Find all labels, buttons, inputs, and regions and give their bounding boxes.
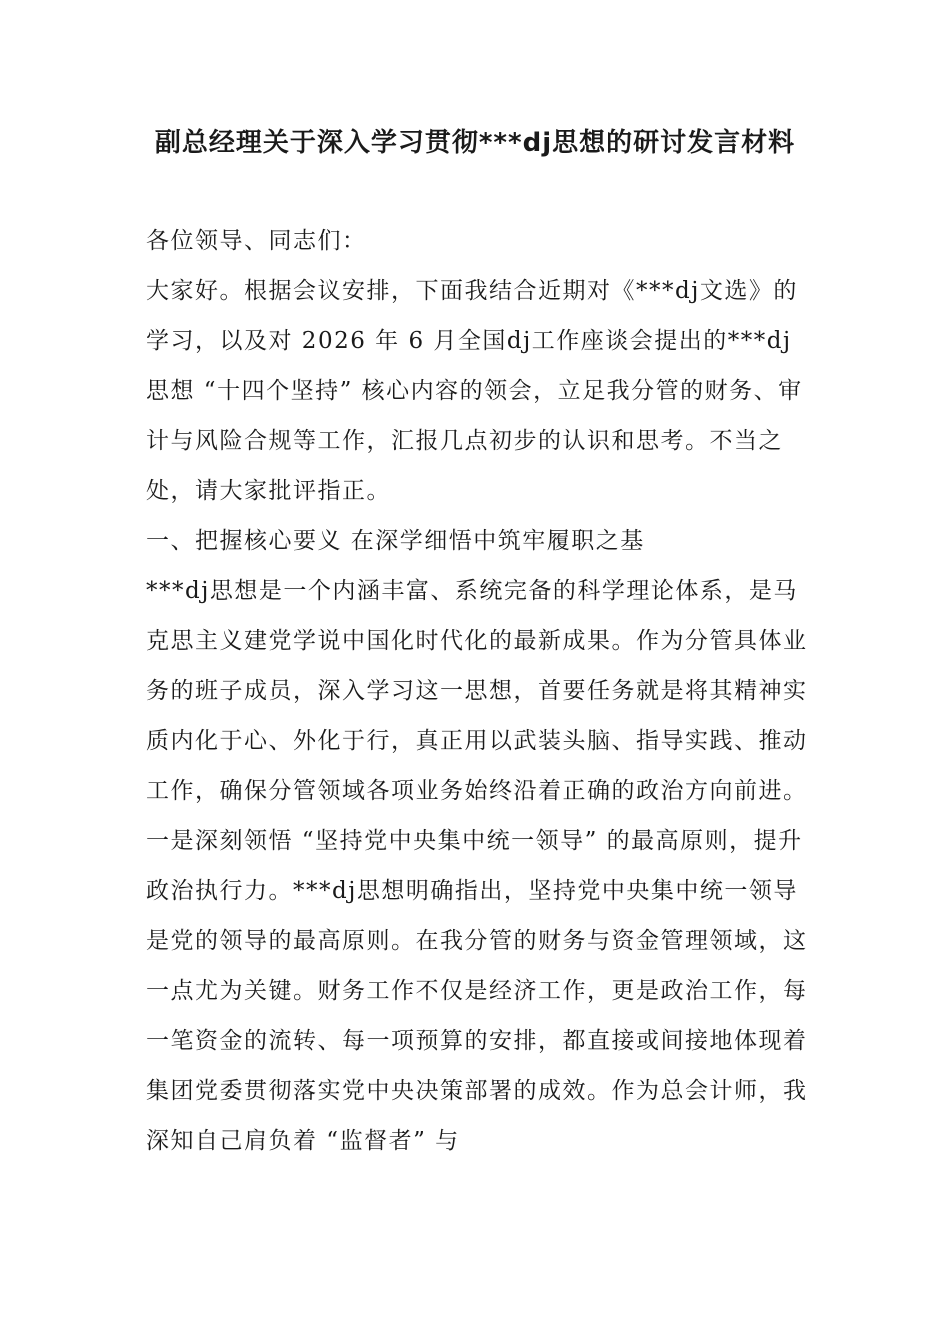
opening-paragraph: 大家好。根据会议安排，下面我结合近期对《***dj文选》的学习，以及对 2026 年 6 月全国dj工作座谈会提出的***dj思想 “十四个坚持” 核心内容的领会，立足我分管的财务、审计与风险合规等工作，汇报几点初步的认识和思考。不当之处，请大家批评指正。 xyxy=(146,278,803,504)
body-paragraph: ***dj思想是一个内涵丰富、系统完备的科学理论体系，是马克思主义建党学说中国化时代化的最新成果。作为分管具体业务的班子成员，深入学习这一思想，首要任务就是将其精神实质内化于心、外化于行，真正用以武装头脑、指导实践、推动工作，确保分管领域各项业务始终沿着正确的政治方向前进。 xyxy=(146,578,808,804)
document-title: 副总经理关于深入学习贯彻***dj思想的研讨发言材料 xyxy=(154,128,796,158)
document-body xyxy=(146,216,810,1166)
section-heading: 一、把握核心要义 在深学细悟中筑牢履职之基 xyxy=(146,528,645,554)
body-paragraph: 一是深刻领悟 “坚持党中央集中统一领导” 的最高原则，提升政治执行力。***dj思想明确指出，坚持党中央集中统一领导是党的领导的最高原则。在我分管的财务与资金管理领域，这一点尤为关键。财务工作不仅是经济工作，更是政治工作，每一笔资金的流转、每一项预算的安排，都直接或间接地体现着集团党委贯彻落实党中央决策部署的成效。作为总会计师，我深知自己肩负着 “监督者” 与 xyxy=(146,828,808,1154)
salutation-paragraph: 各位领导、同志们： xyxy=(146,228,367,254)
